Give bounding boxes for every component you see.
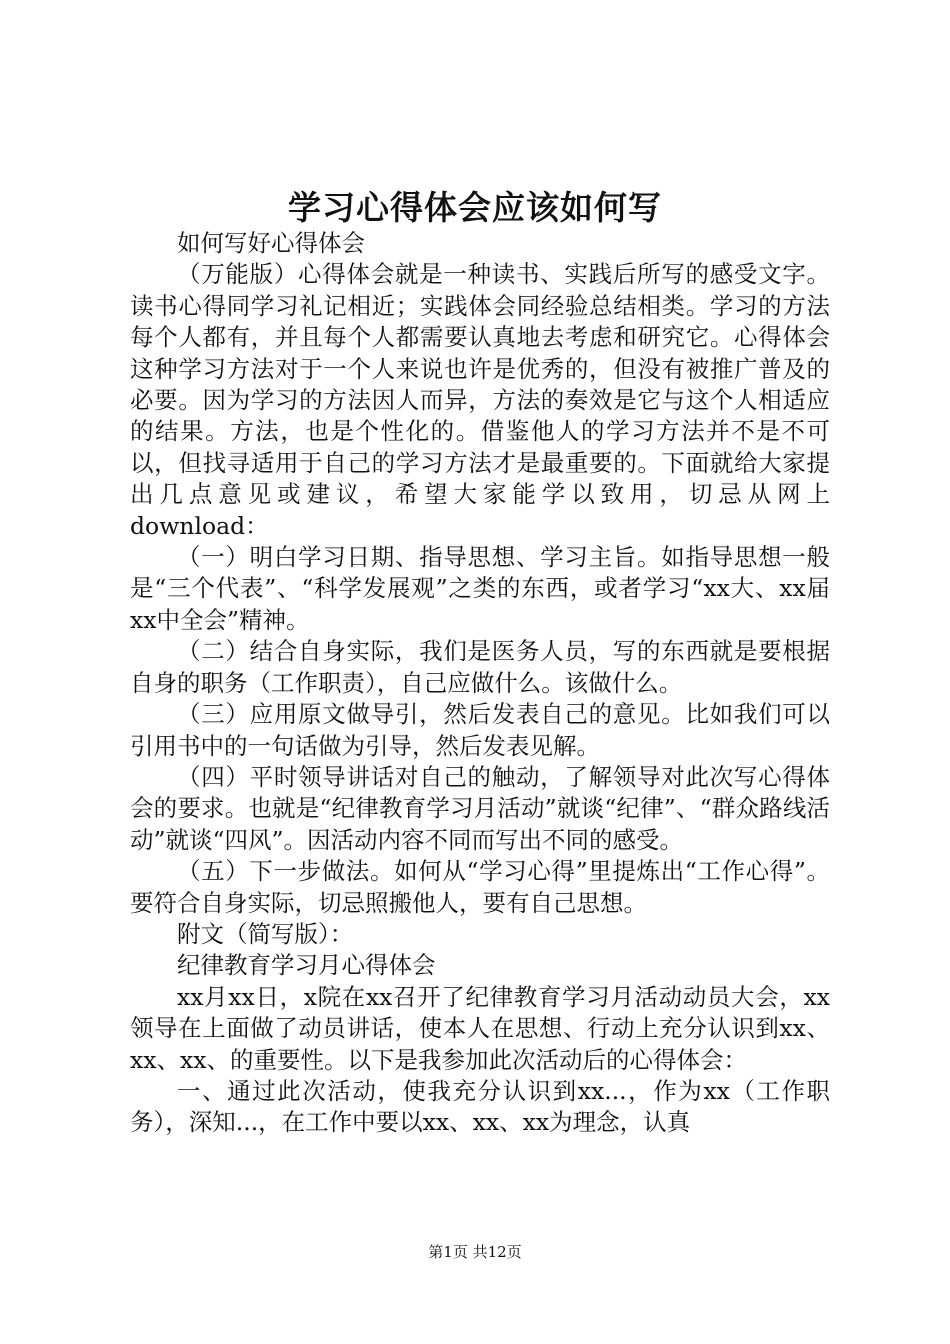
paragraph-point-4: （四）平时领导讲话对自己的触动，了解领导对此次写心得体会的要求。也就是“纪律教育学习月活动”就谈“纪律”、“群众路线活动”就谈“四风”。因活动内容不同而写出不同的感受。 <box>130 762 830 854</box>
document-title: 学习心得体会应该如何写 <box>288 188 662 227</box>
paragraph-appendix-label: 附文（简写版）： <box>177 919 354 948</box>
paragraph-point-1: （一）明白学习日期、指导思想、学习主旨。如指导思想一般是“三个代表”、“科学发展观”之类的东西，或者学习“xx大、xx届xx中全会”精神。 <box>130 543 830 634</box>
paragraph-subtitle: 如何写好心得体会 <box>177 229 365 257</box>
paragraph-appendix-point-1: 一、通过此次活动，使我充分认识到xx...，作为xx（工作职务），深知...，在工作中要以xx、xx、xx为理念，认真 <box>130 1076 830 1137</box>
page-footer: 第1页 共12页 <box>428 1243 522 1261</box>
paragraph-point-2: （二）结合自身实际，我们是医务人员，写的东西就是要根据自身的职务（工作职责），自己应做什么。该做什么。 <box>130 637 830 697</box>
paragraph-appendix-body: xx月xx日，x院在xx召开了纪律教育学习月活动动员大会，xx领导在上面做了动员讲话，使本人在思想、行动上充分认识到xx、xx、xx、的重要性。以下是我参加此次活动后的心得体会： <box>130 982 830 1074</box>
paragraph-point-5: （五）下一步做法。如何从“学习心得”里提炼出“工作心得”。要符合自身实际，切忌照搬他人，要有自己思想。 <box>130 857 830 917</box>
paragraph-point-3: （三）应用原文做导引，然后发表自己的意见。比如我们可以引用书中的一句话做为引导，然后发表见解。 <box>130 700 830 760</box>
paragraph-intro: （万能版）心得体会就是一种读书、实践后所写的感受文字。读书心得同学习礼记相近；实践体会同经验总结相类。学习的方法每个人都有，并且每个人都需要认真地去考虑和研究它。心得体会这种学习方法对于一个人来说也许是优秀的，但没有被推广普及的必要。因为学习的方法因人而异，方法的奏效是它与这个人相适应的结果。方法，也是个性化的。借鉴他人的学习方法并不是不可以，但找寻适用于自己的学习方法才是最重要的。下面就给大家提出几点意见或建议，希望大家能学以致用，切忌从网上download： <box>130 260 830 540</box>
document-body <box>130 228 830 1139</box>
paragraph-appendix-title: 纪律教育学习月心得体会 <box>177 951 436 980</box>
